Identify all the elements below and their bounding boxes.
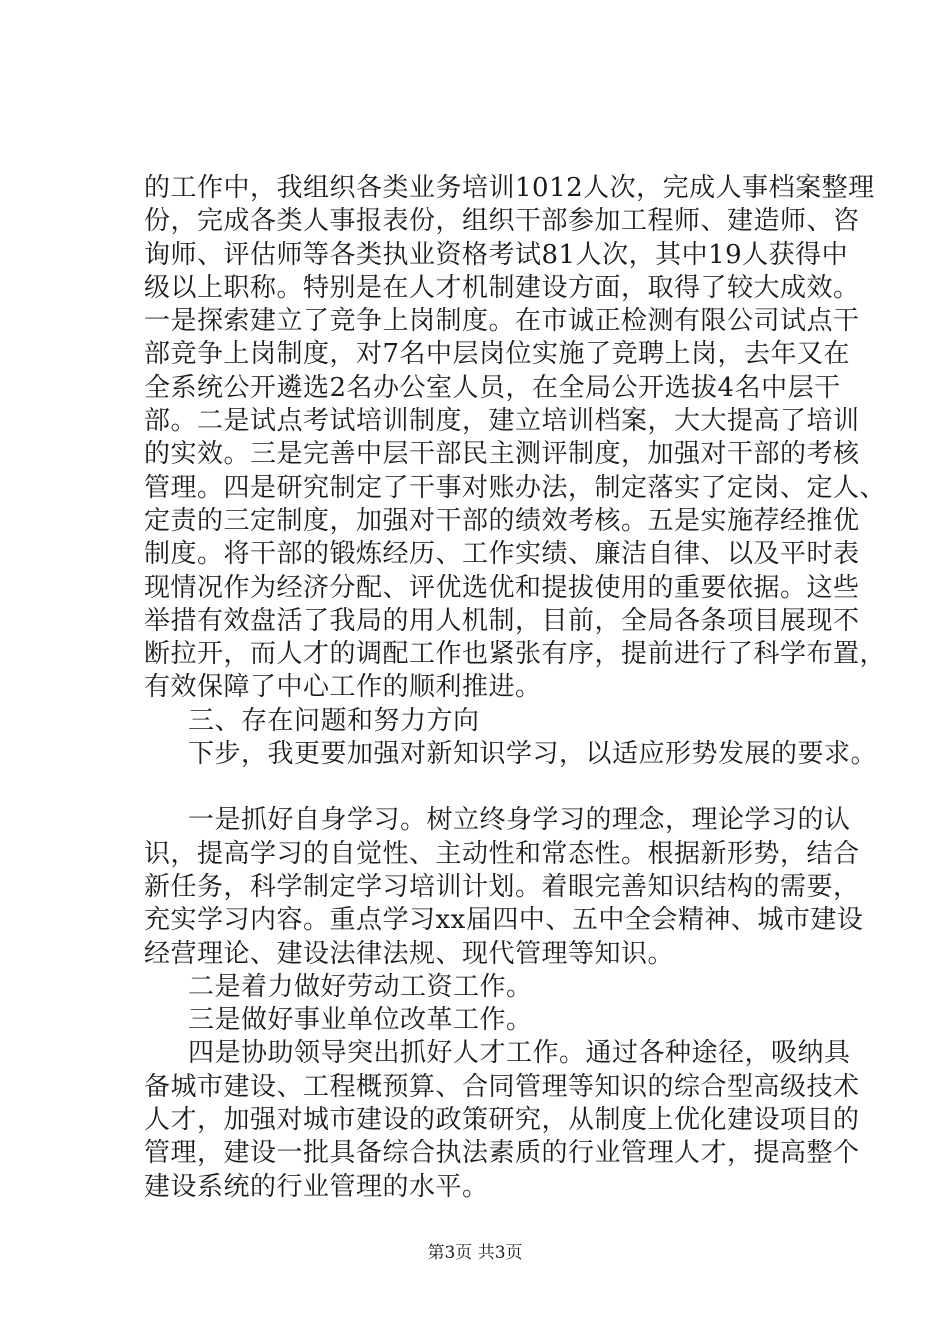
text-line: 的工作中，我组织各类业务培训1012人次，完成人事档案整理 (144, 173, 875, 203)
text-line: 份，完成各类人事报表份，组织干部参加工程师、建造师、咨 (144, 206, 860, 237)
text-line: 一是探索建立了竞争上岗制度。在市诚正检测有限公司试点干 (144, 306, 860, 337)
text-line: 现情况作为经济分配、评优选优和提拔使用的重要依据。这些 (144, 572, 860, 603)
text-line: 举措有效盘活了我局的用人机制，目前，全局各条项目展现不 (144, 605, 860, 636)
text-line: 四是协助领导突出抓好人才工作。通过各种途径，吸纳具 (188, 1038, 851, 1069)
body-text (144, 172, 887, 1204)
text-line: 制度。将干部的锻炼经历、工作实绩、廉洁自律、以及平时表 (144, 539, 860, 570)
section-intro: 下步，我更要加强对新知识学习，以适应形势发展的要求。 (188, 739, 878, 770)
text-line: 识，提高学习的自觉性、主动性和常态性。根据新形势，结合 (144, 838, 860, 869)
text-line: 建设系统的行业管理的水平。 (144, 1171, 489, 1202)
paragraph-talent-mechanism (144, 172, 887, 705)
text-line: 人才，加强对城市建设的政策研究，从制度上优化建设项目的 (144, 1105, 860, 1136)
text-line: 定责的三定制度，加强对干部的绩效考核。五是实施荐经推优 (144, 505, 860, 536)
text-line: 部。二是试点考试培训制度，建立培训档案，大大提高了培训 (144, 406, 860, 437)
text-line: 有效保障了中心工作的顺利推进。 (144, 672, 542, 703)
text-line: 经营理论、建设法律法规、现代管理等知识。 (144, 938, 675, 969)
text-line: 管理。四是研究制定了干事对账办法，制定落实了定岗、定人、 (144, 472, 887, 503)
paragraph-spacer (144, 771, 844, 804)
text-line: 新任务，科学制定学习培训计划。着眼完善知识结构的需要， (144, 871, 860, 902)
text-line: 断拉开，而人才的调配工作也紧张有序，提前进行了科学布置， (144, 639, 887, 670)
text-line: 的实效。三是完善中层干部民主测评制度，加强对干部的考核 (144, 439, 860, 470)
paragraph-item-1 (144, 804, 864, 970)
page-number-footer: 第3页 共3页 (427, 1243, 523, 1263)
text-line: 管理，建设一批具备综合执法素质的行业管理人才，提高整个 (144, 1138, 860, 1169)
text-line: 备城市建设、工程概预算、合同管理等知识的综合型高级技术 (144, 1071, 860, 1102)
paragraph-item-2: 二是着力做好劳动工资工作。 (188, 971, 533, 1002)
text-line: 充实学习内容。重点学习xx届四中、五中全会精神、城市建设 (144, 905, 864, 936)
text-line: 询师、评估师等各类执业资格考试81人次，其中19人获得中 (144, 239, 849, 270)
section-heading: 三、存在问题和努力方向 (188, 705, 480, 736)
paragraph-item-3: 三是做好事业单位改革工作。 (188, 1005, 533, 1036)
text-line: 部竞争上岗制度，对7名中层岗位实施了竞聘上岗，去年又在 (144, 339, 851, 370)
text-line: 全系统公开遴选2名办公室人员，在全局公开选拔4名中层干 (144, 372, 841, 403)
text-line: 一是抓好自身学习。树立终身学习的理念，理论学习的认 (188, 805, 851, 836)
paragraph-item-4 (144, 1037, 860, 1203)
text-line: 级以上职称。特别是在人才机制建设方面，取得了较大成效。 (144, 272, 860, 303)
